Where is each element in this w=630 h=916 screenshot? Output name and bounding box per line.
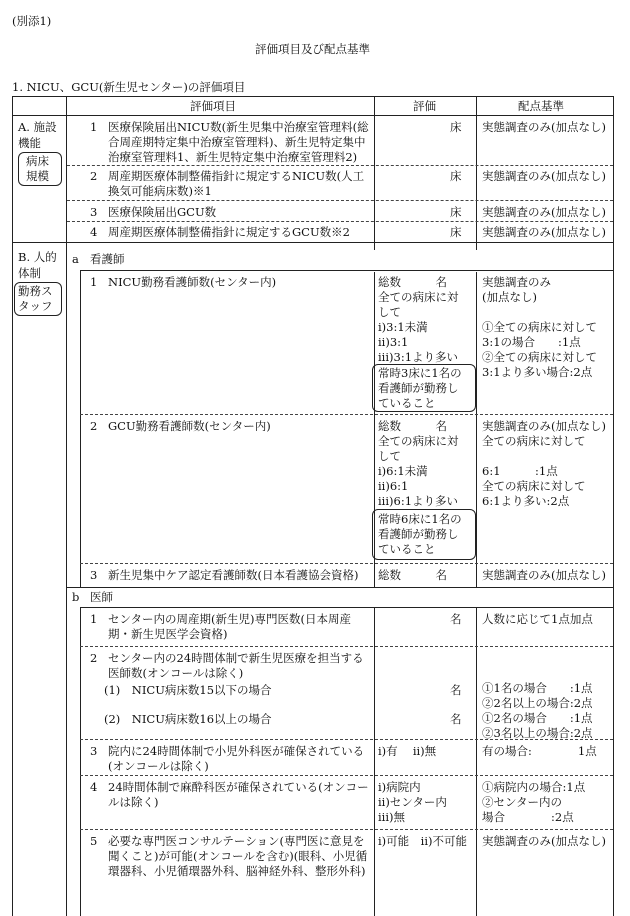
a-row-4-eval: 床 (450, 225, 462, 239)
row-divider (80, 646, 613, 647)
nurse-row-2-score: 実態調査のみ(加点なし) (482, 419, 606, 433)
doctor-row-2-sub-1-eval: 名 (450, 683, 462, 697)
nurse-row-1-eval: ii)3:1 (378, 335, 409, 349)
document-title: 評価項目及び配点基準 (255, 42, 370, 56)
doctor-row-2-number: 2 (90, 651, 98, 665)
section-title: 1. NICU、GCU(新生児センター)の評価項目 (12, 80, 246, 94)
doctor-subsection-title: 医師 (90, 590, 113, 604)
a-row-3-score: 実態調査のみ(加点なし) (482, 205, 606, 219)
nurse-row-1-eval: して (378, 305, 401, 319)
row-divider (80, 775, 613, 776)
a-row-2-number: 2 (90, 169, 98, 183)
a-row-1-score: 実態調査のみ(加点なし) (482, 120, 606, 134)
nurse-row-2-text: GCU勤務看護師数(センター内) (108, 419, 271, 433)
row-divider (80, 270, 613, 271)
nurse-row-2-eval: して (378, 449, 401, 463)
row-divider (67, 221, 613, 222)
nurse-row-2-eval: i)6:1未満 (378, 464, 428, 478)
nurse-row-3-number: 3 (90, 568, 98, 582)
nurse-row-1-text: NICU勤務看護師数(センター内) (108, 275, 277, 289)
doctor-row-2-score: ②2名以上の場合:2点 (482, 696, 593, 710)
group-a-label-2: 機能 (18, 136, 41, 150)
doctor-row-3-eval: i)有 ii)無 (378, 744, 437, 758)
a-row-4-text: 周産期医療体制整備指針に規定するGCU数※2 (108, 225, 350, 239)
doctor-row-4-score: ①病院内の場合:1点 (482, 780, 586, 794)
a-row-1-eval: 床 (450, 120, 462, 134)
nurse-row-1-score: 3:1より多い場合:2点 (482, 365, 593, 379)
doctor-subsection-letter: b (72, 590, 80, 604)
a-row-4-score: 実態調査のみ(加点なし) (482, 225, 606, 239)
nurse-row-1-score: ①全ての病床に対して (482, 320, 597, 334)
column-divider-score (476, 96, 477, 916)
nurse-row-2-eval: 総数 名 (378, 419, 447, 433)
nurse-row-1-eval: i)3:1未満 (378, 320, 428, 334)
group-b-label: B. 人的 (18, 250, 57, 264)
doctor-row-4-score: ②センター内の (482, 795, 563, 809)
doctor-row-4-score: 場合 :2点 (482, 810, 574, 824)
nurse-row-2-condition: 看護師が勤務し (378, 527, 459, 541)
doctor-row-1-number: 1 (90, 612, 98, 626)
table-border-right (613, 96, 614, 916)
header-item: 評価項目 (190, 99, 236, 113)
doctor-row-2-score: ①1名の場合 :1点 (482, 681, 593, 695)
nurse-row-1-score: 実態調査のみ (482, 275, 551, 289)
a-row-1-text: 医療保険届出NICU数(新生児集中治療室管理料(総合周産期特定集中治療室管理料)、新生児特定集中治療室管理料1、新生児特定集中治療室管理料2) (108, 120, 369, 164)
nurse-subsection-title: 看護師 (90, 252, 125, 266)
doctor-row-3-score: 有の場合: 1点 (482, 744, 597, 758)
doctor-row-2-text: センター内の24時間体制で新生児医療を担当する医師数(オンコールは除く) (108, 651, 364, 680)
header-eval: 評価 (413, 99, 436, 113)
nurse-row-1-score: 3:1の場合 :1点 (482, 335, 581, 349)
table-border-top (12, 96, 614, 97)
nurse-row-3-score: 実態調査のみ(加点なし) (482, 568, 606, 582)
doctor-row-4-eval: iii)無 (378, 810, 406, 824)
nurse-indent-line (80, 270, 81, 587)
doctor-row-1-eval: 名 (450, 612, 462, 626)
doctor-row-2-sub-2-eval: 名 (450, 712, 462, 726)
doctor-row-4-number: 4 (90, 780, 98, 794)
doctor-row-4-text: 24時間体制で麻酔科医が確保されている(オンコールは除く) (108, 780, 369, 809)
nurse-row-2-score: 全ての病床に対して (482, 479, 586, 493)
row-divider (67, 200, 613, 201)
nurse-row-2-eval: 全ての病床に対 (378, 434, 459, 448)
a-row-3-eval: 床 (450, 205, 462, 219)
row-divider (80, 563, 613, 564)
nurse-row-2-eval: ii)6:1 (378, 479, 409, 493)
row-divider (67, 587, 613, 588)
nurse-row-2-condition: ていること (378, 542, 436, 556)
a-row-2-text: 周産期医療体制整備指針に規定するNICU数(人工換気可能病床数)※1 (108, 169, 365, 198)
nurse-row-1-eval: 全ての病床に対 (378, 290, 459, 304)
group-a-label: A. 施設 (18, 120, 57, 134)
doctor-indent-line (80, 607, 81, 916)
nurse-row-2-condition: 常時6床に1名の (378, 512, 462, 526)
nurse-row-1-eval: iii)3:1より多い (378, 350, 459, 364)
doctor-row-5-text: 必要な専門医コンサルテーション(専門医に意見を聞くこと)が可能(オンコールを含む)(眼科、小児循環器科、小児循環器外科、脳神経外科、整形外科) (108, 834, 368, 878)
nurse-row-3-text: 新生児集中ケア認定看護師数(日本看護協会資格) (108, 568, 359, 582)
nurse-row-2-score: 全ての病床に対して (482, 434, 586, 448)
a-row-2-score: 実態調査のみ(加点なし) (482, 169, 606, 183)
group-b-bracket-text-2: タッフ (18, 299, 53, 313)
a-row-4-number: 4 (90, 225, 98, 239)
a-row-3-number: 3 (90, 205, 98, 219)
row-divider (80, 607, 613, 608)
a-row-2-eval: 床 (450, 169, 462, 183)
column-divider-eval (374, 96, 375, 916)
doctor-row-1-score: 人数に応じて1点加点 (482, 612, 593, 626)
column-divider-category (66, 96, 67, 916)
group-a-bracket-text-2: 規模 (26, 169, 49, 183)
doctor-row-5-number: 5 (90, 834, 98, 848)
doctor-row-2-sub-2: (2) NICU病床数16以上の場合 (104, 712, 272, 726)
table-border-left (12, 96, 13, 916)
doctor-row-2-sub-1: (1) NICU病床数15以下の場合 (104, 683, 272, 697)
doctor-row-2-score: ①2名の場合 :1点 (482, 711, 593, 725)
annex-label: (別添1) (12, 14, 52, 28)
doctor-row-2-score: ②3名以上の場合:2点 (482, 726, 593, 740)
group-a-bracket-text: 病床 (26, 154, 49, 168)
row-divider (80, 414, 613, 415)
nurse-row-3-eval: 総数 名 (378, 568, 447, 582)
nurse-row-2-eval: iii)6:1より多い (378, 494, 459, 508)
group-b-label-2: 体制 (18, 266, 41, 280)
row-divider (80, 829, 613, 830)
header-bottom-line (12, 115, 614, 116)
group-b-bracket-text: 勤務ス (18, 284, 53, 298)
a-row-1-number: 1 (90, 120, 98, 134)
doctor-row-4-eval: i)病院内 (378, 780, 421, 794)
nurse-row-2-score: 6:1 :1点 (482, 464, 558, 478)
doctor-row-3-text: 院内に24時間体制で小児外科医が確保されている(オンコールは除く) (108, 744, 365, 773)
nurse-row-1-eval: 総数 名 (378, 275, 447, 289)
nurse-row-1-number: 1 (90, 275, 98, 289)
nurse-row-1-condition: ていること (378, 396, 436, 410)
doctor-row-1-text: センター内の周産期(新生児)専門医数(日本周産期・新生児医学会資格) (108, 612, 351, 641)
group-divider (12, 242, 614, 243)
nurse-row-1-score: ②全ての病床に対して (482, 350, 597, 364)
a-row-3-text: 医療保険届出GCU数 (108, 205, 217, 219)
nurse-row-1-score: (加点なし) (482, 290, 537, 304)
doctor-row-5-score: 実態調査のみ(加点なし) (482, 834, 606, 848)
nurse-row-2-number: 2 (90, 419, 98, 433)
header-score: 配点基準 (518, 99, 564, 113)
nurse-subsection-letter: a (72, 252, 79, 266)
row-divider (67, 165, 613, 166)
nurse-row-1-condition: 常時3床に1名の (378, 366, 462, 380)
doctor-row-3-number: 3 (90, 744, 98, 758)
nurse-row-2-score: 6:1より多い:2点 (482, 494, 570, 508)
doctor-row-4-eval: ii)センター内 (378, 795, 447, 809)
nurse-row-1-condition: 看護師が勤務し (378, 381, 459, 395)
doctor-row-5-eval: i)可能 ii)不可能 (378, 834, 468, 848)
